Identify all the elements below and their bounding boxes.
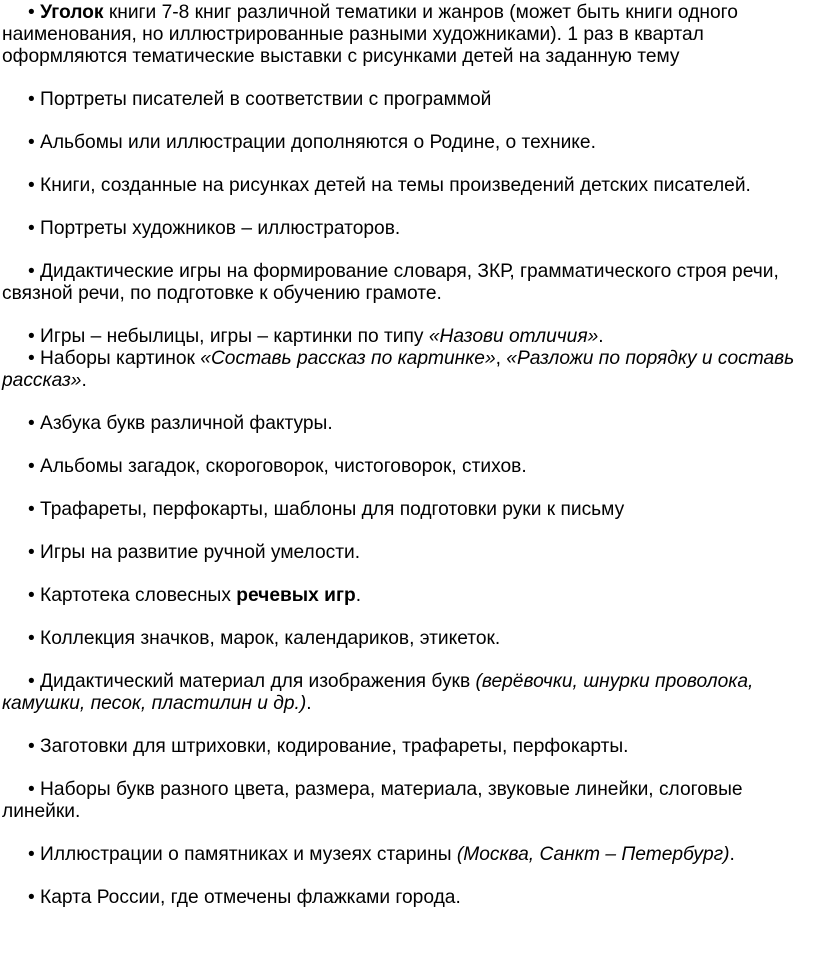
item-manual-skill: • Игры на развитие ручной умелости.	[28, 542, 361, 563]
item-card-index: • Картотека словесных речевых игр.	[28, 585, 362, 606]
item-albums: • Альбомы или иллюстрации дополняются о Родине, о технике.	[28, 132, 596, 153]
item-collection: • Коллекция значков, марок, календариков, этикеток.	[28, 628, 501, 649]
item-fables-games: • Игры – небылицы, игры – картинки по типу «Назови отличия».	[28, 326, 604, 347]
bold-lead: Уголок	[40, 2, 104, 23]
item-picture-sets: • Наборы картинок «Составь рассказ по картинке», «Разложи по порядку и составь рассказ».	[2, 348, 795, 391]
item-alphabet: • Азбука букв различной фактуры.	[28, 413, 333, 434]
item-monuments: • Иллюстрации о памятниках и музеях старины (Москва, Санкт – Петербург).	[28, 844, 735, 865]
item-corner: • Уголок книги 7-8 книг различной тематики и жанров (может быть книги одного наименования, но иллюстрированные разными художниками). 1 раз в квартал оформляются тематические выставки с рисунками детей на заданную тему	[2, 2, 738, 67]
item-russia-map: • Карта России, где отмечены флажками города.	[28, 887, 461, 908]
item-didactic-games: • Дидактические игры на формирование словаря, ЗКР, грамматического строя речи, связной речи, по подготовке к обучению грамоте.	[2, 261, 779, 304]
item-hatching: • Заготовки для штриховки, кодирование, трафареты, перфокарты.	[28, 736, 629, 757]
item-children-books: • Книги, созданные на рисунках детей на темы произведений детских писателей.	[28, 175, 751, 196]
item-writers-portraits: • Портреты писателей в соответствии с программой	[28, 89, 492, 110]
item-artists-portraits: • Портреты художников – иллюстраторов.	[28, 218, 401, 239]
item-letter-sets: • Наборы букв разного цвета, размера, материала, звуковые линейки, слоговые линейки.	[2, 779, 743, 822]
item-riddles: • Альбомы загадок, скороговорок, чистоговорок, стихов.	[28, 456, 527, 477]
item-stencils: • Трафареты, перфокарты, шаблоны для подготовки руки к письму	[28, 499, 625, 520]
item-letter-material: • Дидактический материал для изображения букв (верёвочки, шнурки проволока, камушки, песок, пластилин и др.).	[2, 671, 754, 714]
